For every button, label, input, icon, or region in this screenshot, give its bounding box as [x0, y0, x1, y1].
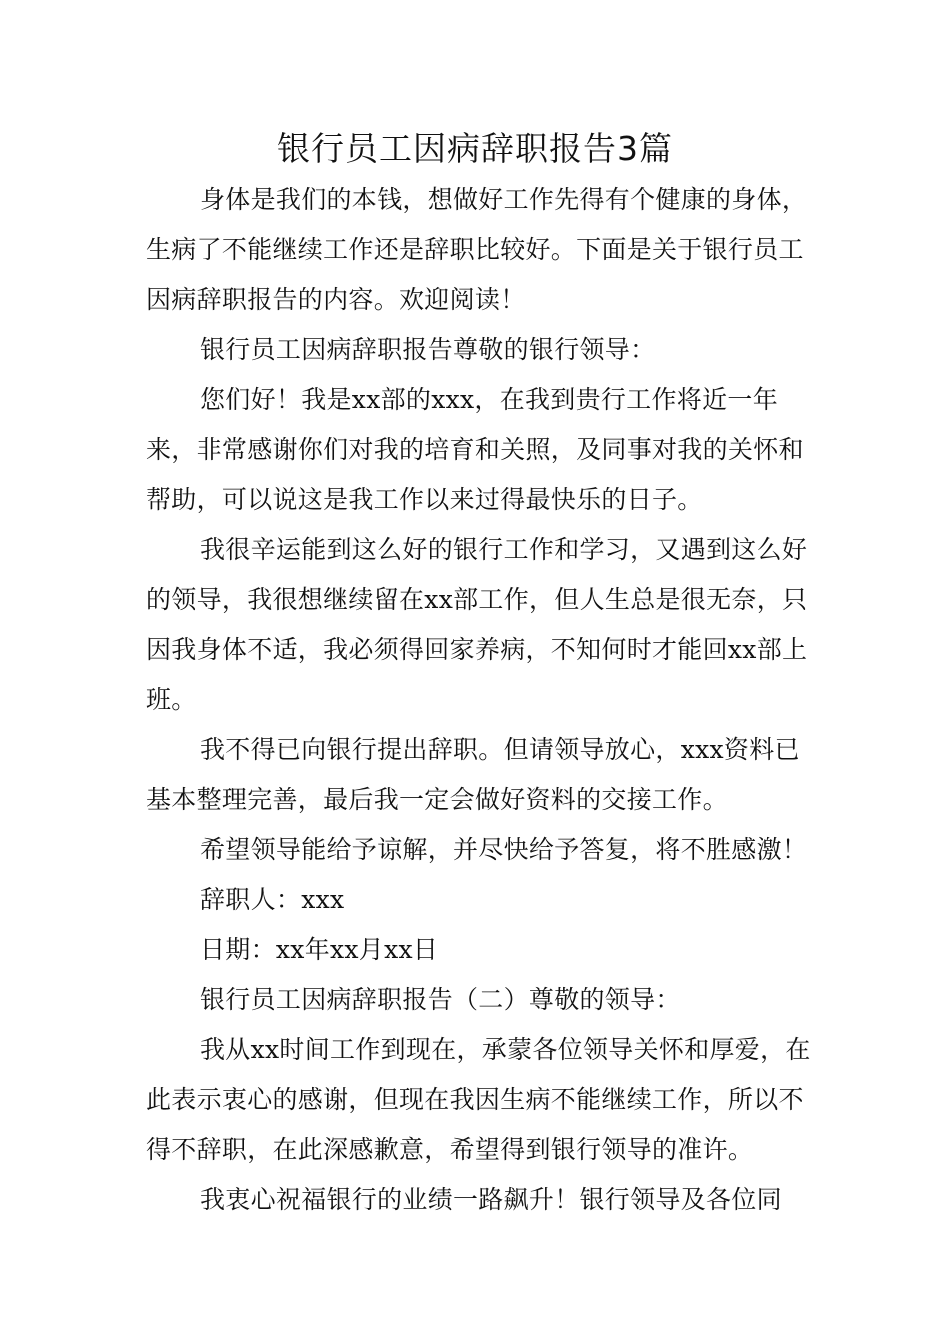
document-body	[146, 175, 816, 1225]
signature-line: 辞职人：xxx	[200, 885, 345, 914]
paragraph-thanks: 我从xx时间工作到现在，承蒙各位领导关怀和厚爱，在此表示衷心的感谢，但现在我因生病不能继续工作，所以不得不辞职，在此深感歉意，希望得到银行领导的准许。	[146, 1035, 811, 1164]
document-title: 银行员工因病辞职报告3篇	[277, 129, 673, 168]
paragraph-reason: 我很辛运能到这么好的银行工作和学习，又遇到这么好的领导，我很想继续留在xx部工作，但人生总是很无奈，只因我身体不适，我必须得回家养病，不知何时才能回xx部上班。	[146, 535, 808, 714]
paragraph-intro: 身体是我们的本钱，想做好工作先得有个健康的身体，生病了不能继续工作还是辞职比较好。下面是关于银行员工因病辞职报告的内容。欢迎阅读！	[146, 185, 808, 314]
paragraph-greeting: 您们好！我是xx部的xxx，在我到贵行工作将近一年来，非常感谢你们对我的培育和关照，及同事对我的关怀和帮助，可以说这是我工作以来过得最快乐的日子。	[146, 385, 804, 514]
date-line: 日期：xx年xx月xx日	[200, 935, 439, 964]
paragraph-handover: 我不得已向银行提出辞职。但请领导放心，xxx资料已基本整理完善，最后我一定会做好资料的交接工作。	[146, 735, 800, 814]
paragraph-request: 希望领导能给予谅解，并尽快给予答复，将不胜感激！	[200, 835, 808, 864]
paragraph-heading-2: 银行员工因病辞职报告（二）尊敬的领导：	[200, 985, 681, 1014]
paragraph-heading-1: 银行员工因病辞职报告尊敬的银行领导：	[200, 335, 656, 364]
paragraph-blessing: 我衷心祝福银行的业绩一路飙升！银行领导及各位同	[200, 1185, 782, 1214]
